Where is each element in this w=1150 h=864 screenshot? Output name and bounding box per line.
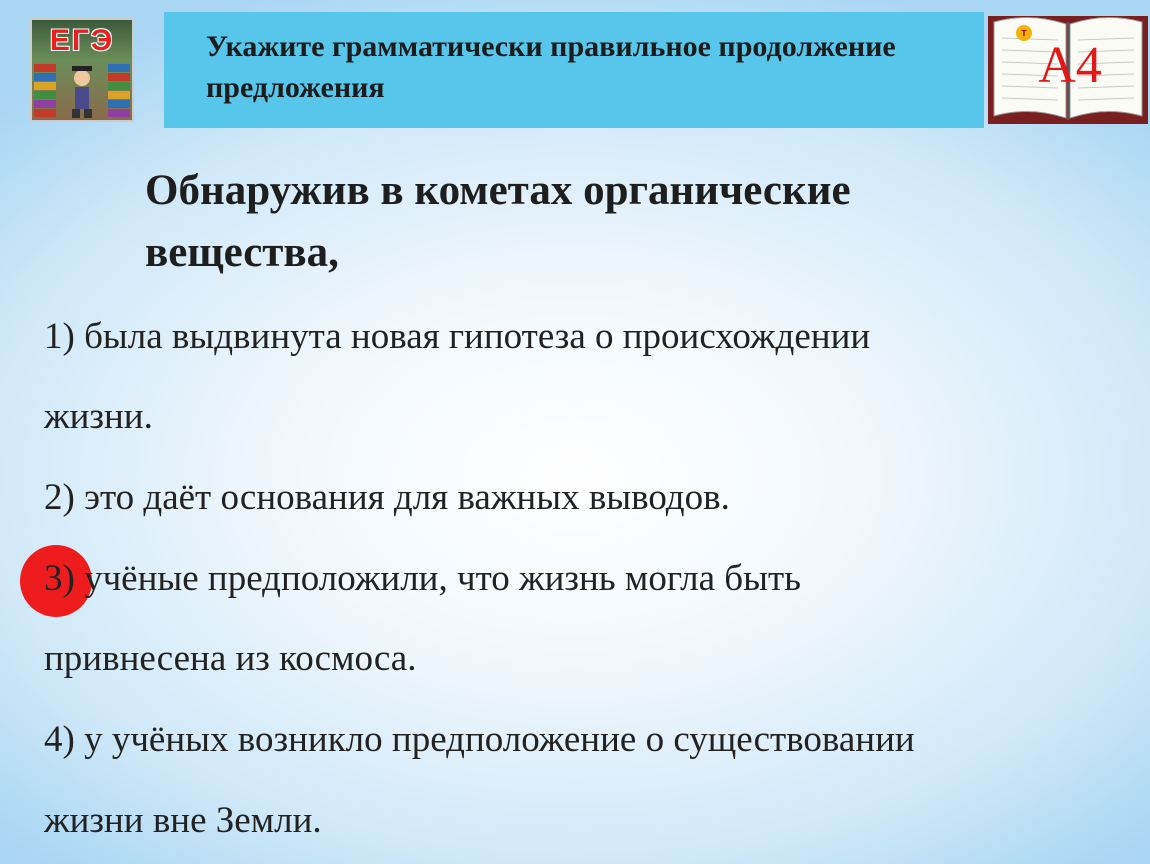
- option-3-line-2: привнесена из космоса.: [44, 638, 417, 679]
- option-4-line-2: жизни вне Земли.: [44, 800, 322, 841]
- book-letter-badge: т: [1016, 25, 1032, 41]
- option-1-line-1: 1) была выдвинута новая гипотеза о происхождении: [44, 316, 871, 357]
- option-1-line-2: жизни.: [44, 396, 153, 437]
- ege-logo: [30, 18, 134, 122]
- instruction-text: Укажите грамматически правильное продолжение предложения: [206, 30, 896, 104]
- task-number-label: А4: [1038, 37, 1102, 94]
- option-4-line-1: 4) у учёных возникло предположение о существовании: [44, 719, 915, 760]
- question-stem: Обнаружив в кометах органические вещества,: [145, 167, 851, 276]
- instruction-banner: [164, 12, 984, 128]
- option-3-line-1: 3) учёные предположили, что жизнь могла быть: [44, 558, 802, 599]
- logo-title: ЕГЭ: [49, 24, 115, 57]
- option-2-line-1: 2) это даёт основания для важных выводов.: [44, 477, 730, 518]
- books-illustration-icon: [32, 60, 132, 120]
